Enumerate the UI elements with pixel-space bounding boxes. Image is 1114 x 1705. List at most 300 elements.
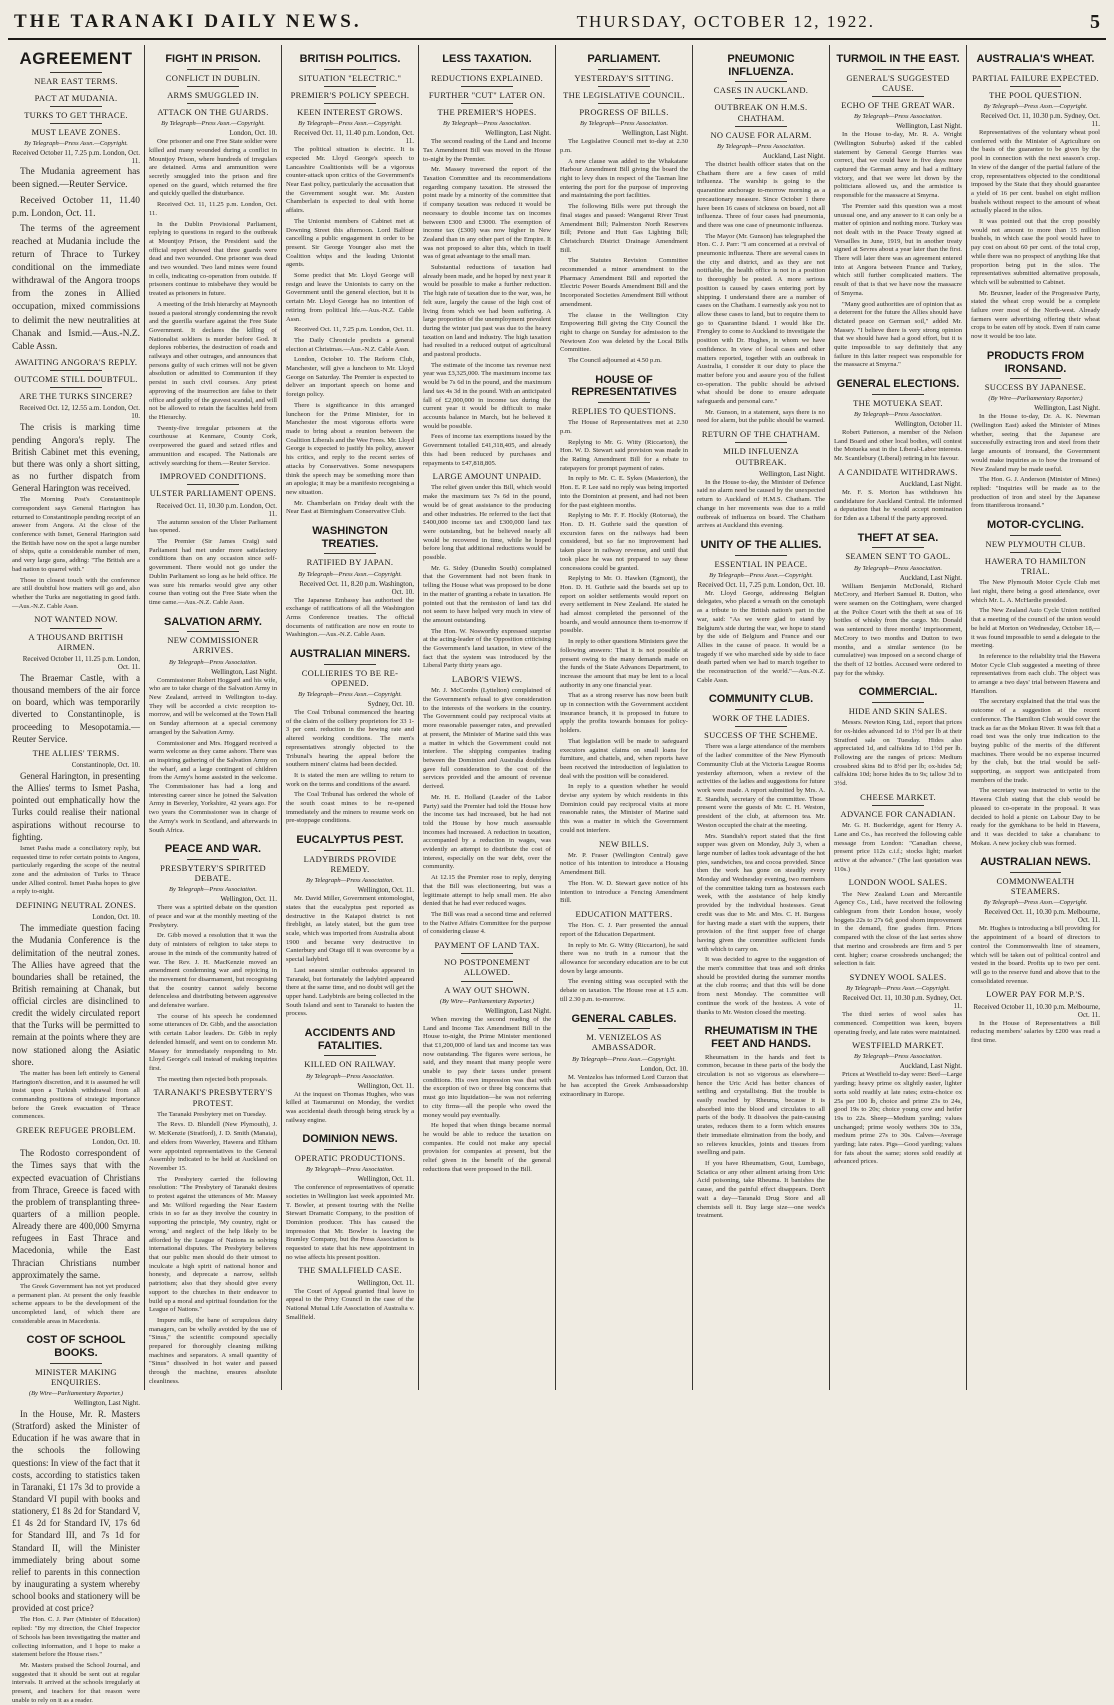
wire-credit: By Telegraph—Press Assn.—Copyright. [983, 899, 1088, 907]
dateline: Wellington, Oct. 11. [357, 886, 414, 895]
article-paragraph: The district health officer states that on the Chatham there are a few cases of mild influenza. The warship is going to the quarantine anchorage to-morrow morning as a precautionary measure. Since October 1 there have been 16 cases of sickness on board, not all influenza. Three of four cases had pneumonia, and there was one case of pneumonic influenza. [697, 161, 825, 229]
article-paragraph: Mr. P. Fraser (Wellington Central) gave notice of his intention to introduce a Housing Amendment Bill. [560, 851, 688, 877]
dateline: Received Oct. 11, 10.30 p.m. London, Oct. 11. [156, 501, 277, 518]
sub-heading: CASES IN AUCKLAND. [713, 85, 809, 96]
wire-credit: By Telegraph—Press Association. [716, 143, 806, 151]
sub-heading: RETURN OF THE CHATHAM. [701, 429, 821, 440]
divider-rule [187, 103, 238, 104]
article-heading: FIGHT IN PRISON. [165, 53, 261, 65]
article [149, 843, 277, 1084]
sub-heading: TURKS TO GET THRACE. [24, 109, 128, 120]
sub-heading: MUST LEAVE ZONES. [31, 127, 121, 138]
article-paragraph: Mr. H. E. Holland (Leader of the Labor Party) said the Premier had told the House how the income tax had increased, but he had not told the House by how much assessable incomes had increased. A reduction in taxation, accompanied by a reduction in wages, was evidently an attempt to distribute the cost of interest, especially on the war debt, over the community. [423, 793, 551, 871]
article [286, 648, 414, 826]
article [697, 693, 825, 1017]
wire-credit: By Telegraph—Press Association. [853, 113, 943, 121]
article-paragraph: It was decided to agree to the suggestion of the men's committee that teas and soft drinks should be provided during the summer months at the club rooms; and that this will be done from next Monday. The committee will continue the work of the hostess. A vote of thanks to Mr. Weston closed the meeting. [697, 956, 825, 1016]
dateline: Received October 11, 7.25 p.m. London, Oct. 11. [12, 149, 140, 166]
article-paragraph: The conference of representatives of operatic societies in Wellington last week appointed Mr. T. Bowler, at present touring with the Nellie Stewart Dramatic Company, to the position of Dominion producer. This has caused the impression that Mr. Bowler is leaving the Bramley Company, but the Press Association is requested to state that his new appointment in no wise affects his present position. [286, 1184, 414, 1261]
divider-rule [50, 1363, 101, 1364]
article [834, 972, 962, 1037]
dateline: Auckland, Last Night. [762, 152, 825, 161]
wire-credit: By Telegraph—Press Assn.—Copyright. [24, 140, 128, 148]
sub-heading: LADYBIRDS PROVIDE REMEDY. [303, 853, 397, 874]
article [423, 53, 551, 468]
dateline: London, Oct. 10. [229, 129, 277, 138]
article-heading: DOMINION NEWS. [302, 1133, 398, 1146]
article-paragraph: London, October 10. The Reform Club, Manchester, will give a luncheon to Mr. Lloyd George on Saturday. The Premier is expected to deliver an important speech on home and foreign policy. [286, 356, 414, 399]
article-paragraph: Commissioner and Mrs. Hoggard received a warm welcome as they came ashore. There was an inspiring gathering of the Salvation Army on the wharf, and a large contingent of children from the Army's home assisted in the welcome. The Commissioner has had a long and interesting career since he joined the Salvation Army in Beverley, Yorkshire, 42 years ago. For two years the Commissioner was in charge of the Army's work in Scotland, and afterwards in South Africa. [149, 739, 277, 834]
wire-credit: By Telegraph—Press Assn.—Copyright. [846, 985, 950, 993]
divider-rule [461, 86, 512, 87]
article-paragraph: Prices at Westfield to-day were: Beef—Large yarding; heavy prime ox slightly easier, lighter sorts sold readily at late rates; extra-choice ox 25s per 100 lb, choice and prime 23s to 24s, good 19s to 20s; choice young cow and heifer 19s to 22s. Sheep—Medium yarding; values unchanged; prime wooly wethers 30s to 33s, medium prime 27s to 30s. Calves—Average yarding; late rates. Pigs—Good yarding; values for fats about the same; stores sold readily at advanced prices. [834, 1071, 962, 1166]
sub-heading: SUCCESS BY JAPANESE. [984, 382, 1087, 393]
article-paragraph: M. Venizelos has informed Lord Curzon that he has accepted the Greek Ambassadorship extraordinary in Europe. [560, 1073, 688, 1098]
dateline: Received Oct. 11, 10.30 p.m. Sydney, Oct. 11. [842, 994, 962, 1011]
article-paragraph: Mr. David Miller, Government entomologist, states that the eucalyptus pest reported as destructive in the Kaiapoi district is not fireblight, as lately stated, but the gum tree scale, which was imported from Australia about 1900 and became very destructive in Canterbury and Otago till it was overcome by a special ladybird. [286, 895, 414, 964]
article-paragraph: The New Plymouth Motor Cycle Club met last night, there being a good attendance, over which Mr. L. A. McHardie presided. [971, 579, 1100, 604]
article [971, 856, 1100, 986]
divider-rule [50, 370, 101, 371]
article-heading: WASHINGTON TREATIES. [312, 525, 388, 550]
divider-rule [598, 1028, 649, 1029]
article-heading: COST OF SCHOOL BOOKS. [26, 1334, 126, 1360]
divider-rule [187, 69, 238, 70]
wire-credit: By Telegraph—Press Association. [168, 886, 258, 894]
sub-heading: OUTCOME STILL DOUBTFUL. [14, 374, 138, 385]
sub-heading: WORK OF THE LADIES. [712, 713, 810, 724]
sub-heading: ULSTER PARLIAMENT OPENS. [149, 488, 277, 499]
article [834, 53, 962, 370]
article-paragraph: The crisis is marking time pending Angora's reply. The British Cabinet met this evening, but there was only a short sitting, as no further dispatch from General Harington was received. [12, 422, 140, 494]
divider-rule [324, 1149, 375, 1150]
article-paragraph: The Mudania agreement has been signed.—Reuter Service. [12, 167, 140, 191]
article-paragraph: The Coal Tribunal has ordered the whole of the south coast mines to be re-opened immediately and the miners to resume work on pre-stoppage conditions. [286, 791, 414, 825]
dateline: Received October 11, 10.30 p.m. Melbourne, Oct. 11. [973, 1002, 1100, 1019]
sub-heading: THE SMALLFIELD CASE. [298, 1265, 402, 1276]
article [834, 378, 962, 464]
dateline: Received Oct. 11, 10.30 p.m. Sydney, Oct. 11. [980, 112, 1100, 129]
article-paragraph: Mr. G. Sidey (Dunedin South) complained that the Government had not been frank in telling the House what was proposed to be done in the matter of granting a rebate in taxation. He pointed out that the remission of land tax did not seem to have helped very much in view of the amount outstanding. [423, 564, 551, 624]
sub-heading: DEFINING NEUTRAL ZONES. [15, 900, 137, 911]
column-1 [8, 45, 145, 1704]
article-heading: RHEUMATISM IN THE FEET AND HANDS. [704, 1025, 818, 1050]
article-heading: THEFT AT SEA. [857, 531, 939, 544]
dateline: Wellington, Last Night. [211, 667, 277, 676]
article-heading: AUSTRALIAN NEWS. [980, 856, 1091, 869]
article-heading: ACCIDENTS AND FATALITIES. [304, 1027, 396, 1052]
divider-rule [1010, 69, 1062, 70]
article-paragraph: The Morning Post's Constantinople correspondent says General Harington has returned to Constantinople pending receipt of an answer from Angora. At the close of the conference with Ismet, General Harington said the British have now on the spot a large number of ships, quite a considerable number of men, and very large guns, adding: "The British are a bad nation to quarrel with." [12, 496, 140, 573]
article-paragraph: The Court of Appeal granted final leave to appeal to the Privy Council in the case of the National Mutual Life Association of Australia v. Smallfield. [286, 1287, 414, 1321]
article-heading: AUSTRALIAN MINERS. [289, 648, 411, 661]
article-paragraph: Mr. Hughes is introducing a bill providing for the appointment of a board of directors to control the Commonwealth line of steamers, which will be taken out of political control and vested in the board. Profits up to two per cent. will go to the reserve fund and above that to the consolidated revenue. [971, 925, 1100, 985]
sub-heading: MILD INFLUENZA OUTBREAK. [723, 446, 799, 467]
wire-credit: By Telegraph—Press Assn.—Copyright. [298, 570, 402, 578]
article-paragraph: One prisoner and one Free State soldier were killed and many wounded during a conflict in Mountjoy Prison, where hundreds of irregulars are detained. Arms and ammunition were secretly smuggled into the prison and fire opened on the guard, which returned the fire and quickly quelled the disturbance. [149, 138, 277, 198]
article-paragraph: In reply to a question whether he would devise any system by which residents in this Dominion could pay reciprocal visits at more reasonable rates, the Minister of Marine said this was a matter in which the Government could not interfere. [560, 783, 688, 834]
article-paragraph: Fees of income tax exemptions issued by the Government totalled £41,318,405, and already this had been reduced by purchases and repayments to £47,818,805. [423, 433, 551, 467]
sub-heading: PAYMENT OF LAND TAX. [434, 940, 540, 951]
sub-heading: TARANAKI'S PRESBYTERY'S PROTEST. [153, 1087, 273, 1108]
article-heading: AGREEMENT [19, 49, 133, 68]
article-paragraph: The Hon. W. Nosworthy expressed surprise at the acting-leader of the Opposition criticising the Government's land taxation, in view of the fact that the system was introduced by the Liberal Party thirty years ago. [423, 627, 551, 670]
article-heading: EUCALYPTUS PEST. [296, 834, 404, 847]
article-paragraph: Last season similar outbreaks appeared in Taranaki, but fortunately the ladybird appeared there at the same time, and no doubt will get the upper hand. Ladybirds are being collected in the South Island and sent to Taranaki to hasten the process. [286, 966, 414, 1018]
article [560, 1013, 688, 1100]
article [12, 49, 140, 354]
article [423, 471, 551, 671]
wire-credit: By Telegraph—Press Association. [168, 658, 258, 666]
article [12, 748, 140, 897]
article-paragraph: He hoped that when things became normal he would be able to reduce the taxation on companies. He could not make any special provision for companies at present, but the relief given in the benefit of the general reductions that were proposed in the Bill. [423, 1122, 551, 1173]
dateline: Wellington, Last Night. [622, 129, 688, 138]
article-paragraph: The Premier said this question was a most unusual one, and any answer to it can only be a matter of opinion and nothing more. Turkey was not dealt with in the Peace Treaty signed at Versailles in June, 1919, but in another treaty signed at Sevres about a year later than the first. There will later there was an agreement entered into at Angora between France and Turkey, which still further complicated matters. The result of that is that we have now the massacre of Smyrna. [834, 202, 962, 297]
dateline: Received Oct. 12, 12.55 a.m. London, Oct. 10. [19, 404, 140, 421]
sub-heading: LARGE AMOUNT UNPAID. [432, 471, 542, 482]
sub-heading: MINISTER MAKING ENQUIRIES. [35, 1366, 117, 1387]
article-paragraph: The Statutes Revision Committee recommended a minor amendment to the Pharmacy Amendment Bill and reported the Electric Power Boards Amendment Bill and the Incorporated Societies Amendment Bill without amendment. [560, 257, 688, 308]
sub-heading: KILLED ON RAILWAY. [304, 1059, 396, 1070]
article-paragraph: The House of Representatives met at 2.30 p.m. [560, 419, 688, 435]
article-paragraph: A meeting of the Irish hierarchy at Maynooth issued a pastoral strongly condemning the revolt and the guerilla warfare against the Free State Government. It declares the killing of Nationalist soldiers is murder before God. It deplores robberies, the destruction of roads and railways and other outrages, and announces that persons guilty of such crimes will not be given absolution or admitted to Communion if they persist in such civil courses. Any priest approving of the insurrection are false to their office and guilty of the gravest scandal, and will not be allowed to retain the faculties held from the Hierarchy. [149, 300, 277, 421]
sub-heading: LABOR'S VIEWS. [451, 674, 523, 685]
divider-rule [598, 69, 649, 70]
sub-heading: OPERATIC PRODUCTIONS. [294, 1152, 406, 1163]
sub-heading: PROGRESS OF BILLS. [579, 107, 669, 118]
article-paragraph: Commissioner Robert Hoggard and his wife, who are to take charge of the Salvation Army in New Zealand, arrived in Wellington to-day. They will be accorded a civic reception to-morrow, and will be welcomed at the Town Hall on Sunday afternoon at a special ceremony arranged by the Salvation Army. [149, 676, 277, 736]
dateline: Wellington, Oct. 11. [220, 895, 277, 904]
sub-heading: WESTFIELD MARKET. [852, 1040, 944, 1051]
article-paragraph: The Revs. D. Blundell (New Plymouth), J. W. McKenzie (Stratford), J. D. Smith (Manaia), and elders from Waverley, Hawera and Eltham were appointed representatives to the General Assembly indicated to be held at Auckland on November 15. [149, 1121, 277, 1172]
article-paragraph: The following Bills were put through the final stages and passed: Wanganui River Trust Amendment Bill; Palmerston North Reserves Bill; Petone and Hutt Gas Lighting Bill; Christchurch District Drainage Amendment Bill. [560, 203, 688, 254]
column-4 [419, 45, 556, 1390]
article [286, 1265, 414, 1322]
sub-heading: LOWER PAY FOR M.P.'S. [986, 989, 1085, 1000]
article [12, 357, 140, 612]
article [286, 1027, 414, 1125]
divider-rule [735, 126, 786, 127]
article-paragraph: The New Zealand Loan and Mercantile Agency Co., Ltd., have received the following cablegram from their London house, wooly hoggets 22s to 27s 6d; good shorn improvement in the demand, fine grades firm. Prices compared with the close of the last series show that merino and crossbreds are firm and 5 per cent. higher; coarse crossbreds unchanged; the selection is fair. [834, 890, 962, 968]
article-paragraph: William Benjamin McDonald, Richard McCrory, and Herbert Samuel R. Dutton, who were seamen on the Cottingham, were charged at the Police Court with the theft at sea of 16 bottles of whisky from the cargo. Mr. Donald was sentenced to three months' imprisonment, McCrory to two months and Dutton to two months, and a similar sentence (to be cumulative) was imposed on a second charge of the theft of 12 bottles. Accused were ordered to pay for the whisky. [834, 582, 962, 677]
article-paragraph: "Many good authorities are of opinion that as a deterrent for the future the Allies should have dictated peace on German soil," added Mr. Massey. "I believe there is very strong opinion that we should have had a good effort, but it is quite impossible to say definitely that any failure in this latter respect was responsible for the massacre at Smyrna." [834, 300, 962, 369]
article-paragraph: At the inquest on Thomas Hughes, who was killed at Taumarunui on Monday, the verdict was accidental death through being struck by a railway engine. [286, 1090, 414, 1124]
article-paragraph: The Braemar Castle, with a thousand members of the air force on board, which was temporarily diverted to Constantinople, is proceeding to Mesopotamia.—Reuter Service. [12, 672, 140, 744]
dateline: Auckland, Last Night. [899, 480, 962, 489]
divider-rule [1010, 872, 1062, 873]
divider-rule [461, 953, 512, 954]
sub-heading: NEAR EAST TERMS. [34, 75, 118, 86]
wire-credit: By Telegraph—Press Assn.—Copyright. [983, 103, 1088, 111]
masthead [8, 6, 1106, 40]
article-paragraph: It is stated the men are willing to return to work on the terms and conditions of the award. [286, 771, 414, 788]
article-paragraph: Mr. Lloyd George, addressing Belgian delegates, who placed a wreath on the cenotaph as a tribute to the British nation's part in the war, said: "As we were glad to stand by Belgium's side during the war, we hope to stand by the side of Belgium and France and our Allies in the cause of peace. It would be a tragedy if we who marched side by side to face death parted when we had to march together to the reconstruction of the world."—Aus.-N.Z. Cable Assn. [697, 589, 825, 684]
wire-credit: By Telegraph—Press Assn.—Copyright. [298, 691, 402, 699]
article-paragraph: A new clause was added to the Whakatane Harbour Amendment Bill giving the board the right to levy dues in respect of the Tasman line entering the port for the purpose of improving and maintaining the port facilities. [560, 157, 688, 200]
sub-heading: AWAITING ANGORA'S REPLY. [14, 356, 138, 367]
article-paragraph: In reply to other questions Ministers gave the following answers: That it is not possible at present owing to the many demands made on the funds of the State Advances Department, to increase the amount that may be lent to a local authority in any one financial year. [560, 638, 688, 689]
article-paragraph: Replying to Mr. O. Hawken (Egmont), the Hon. D. H. Guthrie said the boards set up to report on soldier settlements would report on every settlement in New Zealand. He stated he had almost completed the personnel of the boards, and would announce them to-morrow if possible. [560, 575, 688, 635]
article-paragraph: The Daily Chronicle predicts a general election at Christmas.—Aus.-N.Z. Cable Assn. [286, 336, 414, 353]
dateline: Wellington, Last Night. [896, 122, 962, 131]
article-paragraph: In reply to Mr. C. E. Sykes (Masterton), the Hon. E. P. Lee said no reply was being imported into the Dominion at present, and had not been for the past eighteen months. [560, 475, 688, 509]
article-paragraph: Mr. G. H. Buckeridge, agent for Henry A. Lane and Co., has received the following cable message from London: "Canadian cheese, present price 112s c.i.f.; stocks light; market active at the advance." (The last quotation was 110s.) [834, 822, 962, 873]
divider-rule [324, 69, 375, 70]
sub-heading: ARMS SMUGGLED IN. [167, 89, 259, 100]
article-paragraph: Replying to Mr. G. Witty (Riccarton), the Hon. W. D. Stewart said provision was made in the Rating Amendment Bill for a rebate to ratepayers for prompt payment of rates. [560, 438, 688, 472]
article-paragraph: The Hon. G. J. Anderson (Minister of Mines) replied: "Inquiries will be made as to the production of iron and steel by the Japanese from titaniferous ironsand." [971, 476, 1100, 510]
article-heading: LESS TAXATION. [442, 53, 532, 65]
article-paragraph: Received Oct. 11, 7.25 p.m. London, Oct. 11. [294, 326, 414, 334]
divider-rule [1010, 552, 1062, 553]
column-5 [556, 45, 693, 1390]
dateline: Constantinople, Oct. 10. [71, 760, 140, 769]
article-paragraph: If you have Rheumatism, Gout, Lumbago, Sciatica or any other ailment arising from Uric Acid poisoning, take Rheuma. It banishes the cause, and the painful effect disappears. Don't wait a day—Taranaki Drug Store and all chemists sell it. Buy large size—one week's treatment. [697, 1160, 825, 1220]
article-paragraph: Dr. Gibb moved a resolution that it was the duty of ministers of religion to take steps to arouse in the minds of the community hatred of war. The Rev. J. H. MacKenzie moved an amendment condemning war and rejoicing in the movement for disarmament, but recognising that the country cannot safely become defenceless and distributing between aggressive and defensive warfare. [149, 932, 277, 1010]
article [560, 839, 688, 906]
article-paragraph: The Unionist members of Cabinet met at Downing Street this afternoon. Lord Balfour cancelling a public engagement in order to be present. Sir George Younger also met the Coalition whips and the leading Unionist agents. [286, 217, 414, 269]
article-paragraph: In the House, Mr. R. Masters (Stratford) asked the Minister of Education if he was aware that in the schools the following questions: In view of the fact that it costs, according to statistics taken in Taranaki, £1 17s 3d to provide a Standard VI pupil with books and stationery, £1 8s 2d for Standard V, £1 4s 2d for Standard IV, 17s 6d for Standard III, and 7s 1d for Standard II, will the Minister immediately bring about some relief to parents in this connection by inaugurating a system whereby school books and stationery will be provided at cost price? [12, 1409, 140, 1614]
divider-rule [50, 72, 101, 73]
article [697, 539, 825, 686]
divider-rule [187, 631, 238, 632]
divider-rule [187, 484, 238, 485]
sub-heading: YESTERDAY'S SITTING. [574, 72, 674, 83]
wire-credit: By Telegraph—Press Association. [305, 1072, 395, 1080]
article-heading: HOUSE OF REPRESENTATIVES [571, 373, 677, 399]
article-paragraph: The Coal Tribunal commenced the hearing of the claim of the colliery proprietors for 33 1-3 per cent. reduction in the hewing rate and altered working conditions. The men's representatives strongly objected to the Tribunal's hearing the appeal before the southern miners' claims had been decided. [286, 709, 414, 769]
article-paragraph: That as a strong reserve has now been built up in connection with the Government accident insurance branch, it is proposed in future to apply the profits towards bonuses for policy-holders. [560, 692, 688, 735]
article [971, 350, 1100, 511]
wire-credit: By Telegraph—Press Assn.—Copyright. [298, 120, 402, 128]
sub-heading: M. VENIZELOS AS AMBASSADOR. [586, 1032, 662, 1053]
article-paragraph: General Harington, in presenting the Allies' terms to Ismet Pasha, pointed out emphatically how the Turks could realise their national aspirations without recourse to fighting. [12, 770, 140, 842]
article-paragraph: The Bill was read a second time and referred to the Native Affairs Committee for the purpose of considering clause 4. [423, 910, 551, 936]
article-paragraph: The evening sitting was occupied with the debate on taxation. The House rose at 1.5 a.m. till 2.30 p.m. to-morrow. [560, 978, 688, 1003]
wire-credit: By Telegraph—Press Association. [442, 120, 532, 128]
article-paragraph: Impure milk, the bane of scrupulous dairy managers, can be wholly avoided by the use of "Sinus," the scientific compound specially prepared for thoroughly cleaning milking machines and separators. A small quantity of "Sinus" dissolved in hot water and passed through the machine, ensures absolute cleanliness. [149, 1316, 277, 1385]
wire-credit: (By Wire—Parliamentary Reporter.) [988, 395, 1083, 403]
wire-credit: By Telegraph—Press Assn.—Copyright. [709, 571, 813, 579]
sub-heading: NEW BILLS. [598, 838, 650, 849]
sub-heading: ECHO OF THE GREAT WAR. [841, 100, 955, 111]
article-paragraph: That legislation will be made to safeguard executors against claims on small loans for furniture, and chattels, and, when reports have been received the introduction of legislation to deal with the position will be considered. [560, 737, 688, 780]
divider-rule [461, 981, 512, 982]
article-paragraph: The Greek Government has not yet produced a permanent plan. At present the only feasible scheme appears to be the development of the uncompleted land, of which there are considerable areas in Macedonia. [12, 1282, 140, 1325]
dateline: Received Oct. 11, 7.25 p.m. London, Oct. 10. [697, 580, 825, 589]
article-paragraph: Representatives of the voluntary wheat pool conferred with the Minister of Agriculture on the basis of the guarantee to be given by the pool in connection with the next season's crop. In view of the danger of the partial failure of the crop, representatives objected to the conditional imposed by the State that they should guarantee a yield of 16 per cent. bushel on eight million bushels without respect to the amount of wheat actually placed in the silos. [971, 129, 1100, 215]
article-paragraph: Replying to Mr. F. F. Hockly (Rotorua), the Hon. D. H. Guthrie said the question of excursion fares on the railways had been considered, but so far no improvement had taken place in railway revenue, and until that took place he was not prepared to say these concessions could be granted. [560, 512, 688, 572]
sub-heading: HAWERA TO HAMILTON TRIAL. [984, 555, 1087, 577]
article-paragraph: The Hon. W. D. Stewart gave notice of his intention to introduce a Fencing Amendment Bill. [560, 879, 688, 905]
divider-rule [50, 123, 101, 124]
sub-heading: THE MOTUEKA SEAT. [853, 397, 943, 408]
article-paragraph: Robert Patterson, a member of the Nelson Land Board and other local bodies, will contest the Motueka seat in the Liberal-Labor interests. Mr. Scantlebury (Liberal) retiring in his favour. [834, 429, 962, 463]
divider-rule [735, 81, 786, 82]
sub-heading: PRESBYTERY'S SPIRITED DEBATE. [160, 862, 266, 884]
article-paragraph: The matter has been left entirely to General Harington's discretion, and it is assumed he will insist upon a Turkish withdrawal from all commanding positions of strategic importance before the Greek evacuation of Thrace commences. [12, 1069, 140, 1121]
article-paragraph: Received Oct. 11, 11.25 p.m. London, Oct. 11. [149, 201, 277, 217]
column-7 [830, 45, 967, 1390]
article-paragraph: Substantial reductions of taxation had already been made, and he hoped by next year it would be possible to make a further reduction. The high rate of taxation due to the war, was, he felt sure, largely the cause of the high cost of living from which we had been suffering. A large proportion of the unemployment prevalent during the winter just past was due to the heavy taxation on land and industry. The high taxation had resulted in a reduced output of agricultural and pastoral products. [423, 264, 551, 359]
sub-heading: CONFLICT IN DUBLIN. [165, 72, 261, 83]
dateline: Sydney, Oct. 10. [367, 700, 414, 709]
article-heading: TURMOIL IN THE EAST. [836, 53, 960, 65]
article-paragraph: In the House to-day, Mr. R. A. Wright (Wellington Suburbs) asked if the cabled statement by General George Hurries was correct, that we could have in five days more captured the German army and had a military victory, and that we were let down by the politicians allowed us, and the armistice is responsible for the massacre at Smyrna. [834, 131, 962, 200]
wire-credit: (By Wire—Parliamentary Reporter.) [28, 1390, 124, 1398]
sub-heading: FURTHER "CUT" LATER ON. [428, 89, 546, 100]
sub-heading: GREEK REFUGEE PROBLEM. [16, 1125, 136, 1136]
sub-heading: LONDON WOOL SALES. [848, 877, 948, 888]
divider-rule [324, 850, 375, 851]
article-paragraph: In reference to the reliability trial the Hawera Motor Cycle Club suggested a meeting of three representatives from each club. The object was to arrange a two days' trial between Hawera and Hamilton. [971, 652, 1100, 695]
sub-heading: SUCCESS OF THE SCHEME. [704, 730, 818, 741]
sub-heading: A WAY OUT SHOWN. [444, 984, 530, 995]
article-paragraph: There was a large attendance of the members of the ladies' committee of the New Plymouth Community Club at the Victoria League Rooms yesterday afternoon, when a review of the activities of the ladies and suggestions for future work were made. A report submitted by Mrs. A. E. Standish, secretary of the committee. Those present were the guests of Mr. C. H. Weston, president of the club, at afternoon tea. Mr. Weston occupied the chair at the meeting. [697, 743, 825, 829]
sub-heading: NO CAUSE FOR ALARM. [710, 129, 812, 140]
article-paragraph: At 12.15 the Premier rose to reply, denying that the Bill was electioneering, but was a legitimate attempt to help small men. He also denied that he had ever reduced wages. [423, 874, 551, 908]
article-paragraph: The secretary explained that the trial was the outcome of a suggestion at the recent conference. The Hamilton Club would cover the track as far as the Mokau River. It was felt that a road test was the only true indication to the buying public of the merits of the different machines. There would be no expense incurred by the club, but the trial would be self-supporting, as support was anticipated from members of the trade. [971, 698, 1100, 784]
article-paragraph: The secretary was instructed to write to the Hawera Club stating that the club would be pleased to co-operate in the proposal. It was decided to hold a picnic on Labour Day to be ready for the gymkhana to be held in Hawera, and it was decided to take a charabanc to Mokau. A new jockey club was formed. [971, 787, 1100, 847]
article [423, 940, 551, 1174]
article-paragraph: The Rodosto correspondent of the Times says that with the expected evacuation of Christians from Thrace, Greece is faced with the problem of transplanting three-quarters of a million people. Already there are 400,000 Smyrna refugees in East Thrace and Macedonia, while the East Thracian Christians number approximately the same. [12, 1148, 140, 1280]
article-paragraph: The Japanese Embassy has authorised the exchange of ratifications of all the Washington Arms Conference treaties. The official documents of ratification are now en route to Washington.—Aus.-N.Z. Cable Assn. [286, 596, 414, 639]
sub-heading: COMMONWEALTH STEAMERS. [996, 876, 1075, 897]
sub-heading: SEAMEN SENT TO GAOL. [845, 551, 951, 562]
divider-rule [598, 103, 649, 104]
sub-heading: THE POOL QUESTION. [989, 89, 1082, 100]
sub-heading: REPLIES TO QUESTIONS. [571, 406, 677, 417]
divider-rule [872, 69, 923, 70]
article-paragraph: The Mayor (Mr. Gunson) has telegraphed the Hon. C. J. Parr: "I am concerned at a revival of pneumonic influenza. There are several cases in the city and district, and as they are not notifiable, the health office is not in a position to thoroughly be posted. A more serious position is caused by cases entering port by shipping. I understand there are a number of cases on the Chatham. I earnestly ask you not to allow these cases to land, but to require them to go to Quarantine Island. I would like Dr. Frengley to come to Auckland to investigate the position with Dr. Hughes, in whom we have confidence. In view of local cases and other matters reported, together with an outbreak in Australia, I consider it our duty to place the matter before you and assure you of the fullest co-operation. The public should be advised what should be done to ensure adequate safeguards and personal care." [697, 232, 825, 406]
divider-rule [50, 628, 101, 629]
article-paragraph: The meeting then rejected both proposals. [157, 1075, 268, 1083]
article-paragraph: Messrs. Newton King, Ltd., report that prices for ox-hides advanced 1d to 1½d per lb at their Stratford sale on Tuesday. Hides also appreciated 1d, and calfskins 1d to 1½d per lb. Following are the ranges of prices: Medium crossbred skins 8d to 8½d per lb; ox-hides 5d; calfskins 10d; horse hides 8s to 9s; tallow 3d to 3½d. [834, 719, 962, 788]
article-paragraph: When moving the second reading of the Land and Income Tax Amendment Bill in the House to-night, the Prime Minister mentioned that £1,200,000 of land tax and income tax was now outstanding. The figures were serious, he said, and they meant that many people were unable to pay their taxes under present conditions. His own impression was that with the exception of two or three big concerns that must go into liquidation—he was not referring to city firms—all the people who owed the money would pay eventually. [423, 1015, 551, 1119]
wire-credit: By Telegraph—Press Association. [305, 1166, 395, 1174]
sub-heading: IMPROVED CONDITIONS. [159, 471, 267, 482]
article-paragraph: The second reading of the Land and Income Tax Amendment Bill was moved in the House to-night by the Premier. [423, 138, 551, 163]
article-paragraph: Twenty-five irregular prisoners at the courthouse at Kenmare, County Cork, overpowered the guard and seized rifles and ammunition and escaped. The Nationals are actively searching for them.—Reuter Service. [149, 424, 277, 467]
divider-rule [50, 387, 101, 388]
article [697, 1025, 825, 1221]
article-heading: COMMUNITY CLUB. [708, 693, 814, 706]
sub-heading: ARE THE TURKS SINCERE? [19, 391, 133, 402]
divider-rule [187, 859, 238, 860]
article-paragraph: Mr. Bruxner, leader of the Progressive Party, stated the wheat crop would be a complete failure over most of the North-west. Already farmers were advertising offering their wheat crops to be eaten off by stock. Even if rain came now it would be too late. [971, 289, 1100, 341]
article [560, 374, 688, 836]
article [971, 519, 1100, 848]
column-8 [967, 45, 1104, 1390]
wire-credit: By Telegraph—Press Association. [853, 564, 943, 572]
article-paragraph: There is significance in this arranged luncheon for the Prime Minister, for in Manchester the most vigorous efforts were made to bring about a reunion between the Coalition Liberals and the Wee Frees. Mr. Lloyd George is expected to justify his policy, answer his critics, and reply to the recent series of attacks by Conservatives. Some newspapers think the speech may be something more than an apologia; it may be a manifesto recognising a new situation. [286, 401, 414, 496]
page-number: 5 [1089, 10, 1100, 33]
sub-heading: GENERAL'S SUGGESTED CAUSE. [846, 72, 950, 93]
divider-rule [735, 709, 786, 710]
article [149, 616, 277, 836]
article-paragraph: The terms of the agreement reached at Mudania include the return of Thrace to Turkey conditional on the immediate withdrawal of the Angora troops from the zones in Allied occupation, mixed commissions to delimit the new neutralities at Chanak and Ismid.—Aus.-N.Z. Cable Assn. [12, 223, 140, 352]
wire-credit: By Telegraph—Press Assn.—Copyright. [161, 120, 265, 128]
divider-rule [324, 103, 375, 104]
article-heading: AUSTRALIA'S WHEAT. [976, 53, 1095, 65]
divider-rule [735, 555, 786, 556]
sub-heading: THE ALLIES' TERMS. [32, 747, 120, 758]
article-paragraph: The Premier (Sir James Craig) said Parliament had met under more satisfactory conditions than on any occasion since self-government. There would not go under the Dublin Parliament so long as he held office. He was sure his remarks would give any other course than voting out the Free State when the time came.—Aus.-N.Z. Cable Assn. [149, 538, 277, 606]
dateline: Wellington, Oct. 11. [357, 1081, 414, 1090]
divider-rule [187, 86, 238, 87]
divider-rule [1010, 86, 1062, 87]
divider-rule [324, 1055, 375, 1056]
article [834, 792, 962, 875]
dateline: Received Oct. 11, 8.20 p.m. Washington, Oct. 10. [299, 579, 414, 596]
article-paragraph: Mr. Massey traversed the report of the Taxation Committee and its recommendations regarding company taxation. He stressed the point made by a minority of the committee that if company taxation was reduced it would be necessary to double income tax on incomes between £300 and £3000. The exemption of income tax (£300) was now higher in New Zealand than in any other part of the Empire. It was not proposed to alter this, which in itself was of great advantage to the small man. [423, 166, 551, 261]
article [12, 1334, 140, 1705]
divider-rule [872, 547, 923, 548]
wire-credit: By Telegraph—Press Association. [853, 1053, 943, 1061]
article-paragraph: Some predict that Mr. Lloyd George will resign and leave the Unionists to carry on the Government until the general election, but it is certain Mr. Lloyd George has no intention of retiring from political life.—Aus.-N.Z. Cable Assn. [286, 272, 414, 323]
article-paragraph: In the Dublin Provisional Parliament, replying to questions in regard to the outbreak at Mountjoy Prison, the President said the official report showed that three guards were dead and two wounded. One prisoner was dead and two wounded. Two land mines were found in cells, indicating co-operation from outside. If prisoners continue to misbehave they would be treated as prisoners in future. [149, 220, 277, 298]
article-paragraph: The Legislative Council met to-day at 2.30 p.m. [560, 138, 688, 154]
article-paragraph: The Presbytery carried the following resolution: "The Presbytery of Taranaki desires to protest against the utterances of Mr. Massey and Mr. Wilford regarding the Near Eastern crisis in so far as they involve the country in supporting the principle, 'My country, right or wrong,' and neglect of the help likely to be afforded by the League of Nations in solving international disputes. The Presbytery believes that our public men should do their utmost to inculcate a high spirit of national honor and honesty, and deprecate a narrow, selfish patriotism; also that they should give every support to the churches in their endeavor to build up a moral and spiritual foundation for the League of Nations." [149, 1175, 277, 1314]
article [149, 471, 277, 607]
article-heading: PEACE AND WAR. [164, 843, 262, 856]
article [560, 53, 688, 366]
article-paragraph: The political situation is electric. It is expected Mr. Lloyd George's speech to Lancashire Coalitionists will be a vigorous counter-attack upon critics of the Government's Near East policy, particularly the accusation that the Government sought war. Mr. Austen Chamberlain is expected to deal with home affairs. [286, 146, 414, 215]
article-paragraph: The third series of wool sales has commenced. Competition was keen, buyers operating freely, and late rates were maintained. [834, 1011, 962, 1036]
article [423, 674, 551, 937]
article-paragraph: Received October 11, 11.40 p.m. London, Oct. 11. [12, 195, 140, 219]
article-paragraph: The Hon. C. J. Parr presented the annual report of the Education Department. [560, 922, 688, 938]
article-heading: SALVATION ARMY. [164, 615, 262, 628]
article [286, 1133, 414, 1262]
dateline: Received Oct. 11, 11.40 p.m. London, Oct. 11. [293, 129, 414, 146]
divider-rule [872, 805, 923, 806]
dateline: Received Oct. 11, 10.30 p.m. Melbourne, Oct. 11. [984, 908, 1100, 925]
article-paragraph: In the House to-day, Dr. A. K. Newman (Wellington East) asked the Minister of Mines whether, seeing that the Japanese are successfully extracting iron and steel from their large amounts of ironsand, the Government would make inquiries as to how the ironsand of New Zealand may be made useful. [971, 413, 1100, 473]
article [834, 467, 962, 524]
divider-rule [324, 553, 375, 554]
article-paragraph: Mr. Gunson, in a statement, says there is no need for alarm, but the public should be warned. [697, 408, 825, 425]
dateline: Wellington, Oct. 11. [357, 1175, 414, 1184]
divider-rule [598, 402, 649, 403]
dateline: Wellington, Last Night. [74, 1399, 140, 1408]
wire-credit: By Telegraph—Press Association. [579, 120, 669, 128]
article [12, 900, 140, 1122]
sub-heading: NEW COMMISSIONER ARRIVES. [167, 635, 259, 656]
sub-heading: A CANDIDATE WITHDRAWS. [838, 466, 958, 477]
dateline: Auckland, Last Night. [899, 1062, 962, 1071]
article [834, 686, 962, 788]
sub-heading: NOT WANTED NOW. [34, 614, 118, 625]
article [12, 1125, 140, 1326]
dateline: Wellington, Last Night. [1034, 404, 1100, 413]
dateline: London, Oct. 10. [92, 913, 140, 922]
article-heading: PNEUMONIC INFLUENZA. [727, 53, 795, 78]
column-3 [282, 45, 419, 1390]
article-paragraph: The Taranaki Presbytery met on Tuesday. [157, 1110, 267, 1118]
wire-credit: By Telegraph—Press Association. [305, 877, 395, 885]
article-paragraph: The New Zealand Auto Cycle Union notified that a meeting of the council of the union would be held at Morton on Wednesday, October 18,—it was found impossible to send a delegate to the meeting. [971, 607, 1100, 650]
divider-rule [324, 664, 375, 665]
divider-rule [461, 103, 512, 104]
sub-heading: NEW PLYMOUTH CLUB. [985, 538, 1086, 549]
sub-heading: THE PREMIER'S HOPES. [437, 107, 537, 118]
article-paragraph: Rheumatism in the hands and feet is common, because in these parts of the body the circulation is not so vigorous as elsewhere—hence the Uric Acid has better chances of settling and crystallising. But the trouble is easily reached by Rheuma, because it is absorbed into the blood and circulates to all parts of the body. It dissolves the pain-causing urates, reduces them to a form which ensures their immediate elimination from the body, and so relieves knuckles, joints and tissues from swelling and pain. [697, 1053, 825, 1157]
sub-heading: ESSENTIAL IN PEACE. [714, 558, 808, 569]
article-paragraph: The autumn session of the Ulster Parliament has opened. [149, 518, 277, 535]
wire-credit: By Telegraph—Press Assn.—Copyright. [572, 1055, 676, 1063]
article [697, 53, 825, 426]
